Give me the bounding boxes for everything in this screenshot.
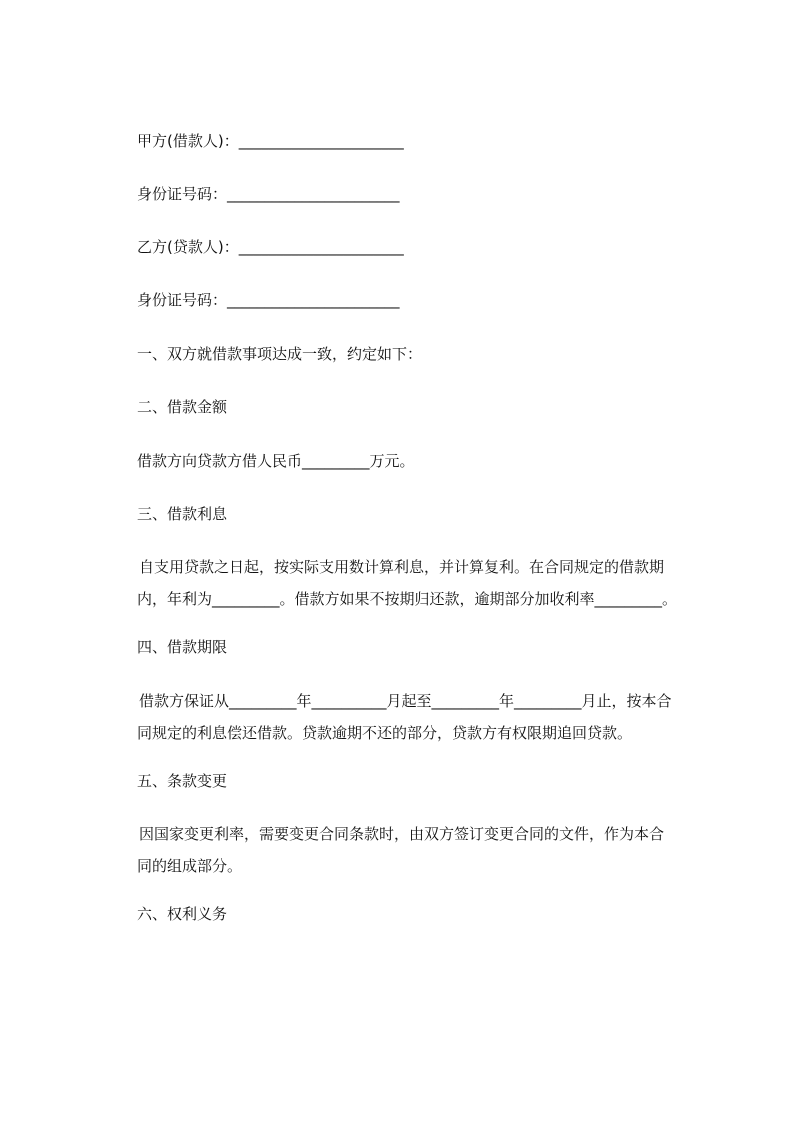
section-3-heading: 三、借款利息: [137, 505, 228, 523]
section-5-body: [137, 824, 702, 876]
id-number-a-line: 身份证号码：_______________________: [137, 185, 400, 203]
section-2-body: 借款方向贷款方借人民币_________万元。: [137, 452, 415, 470]
section-2-heading: 二、借款金额: [137, 398, 228, 416]
section-4-body-line-2: 同规定的利息偿还借款。贷款逾期不还的部分，贷款方有权限期追回贷款。: [137, 724, 633, 742]
id-number-b-line: 身份证号码：_______________________: [137, 291, 400, 309]
section-3-body-line-1: 自支用贷款之日起，按实际支用数计算利息，并计算复利。在合同规定的借款期: [139, 558, 665, 576]
section-4-body-line-1: 借款方保证从_________年__________月起至_________年_________月止，按本合: [139, 692, 672, 710]
section-3-body: [137, 557, 702, 609]
section-4-body: [137, 691, 702, 743]
party-b-line: 乙方(贷款人)：______________________: [137, 238, 404, 256]
section-5-body-line-2: 同的组成部分。: [137, 857, 243, 875]
section-6-heading: 六、权利义务: [137, 905, 228, 923]
section-5-body-line-1: 因国家变更利率，需要变更合同条款时，由双方签订变更合同的文件，作为本合: [139, 825, 665, 843]
party-a-line: 甲方(借款人)：______________________: [137, 132, 404, 150]
section-1-text: 一、双方就借款事项达成一致，约定如下：: [137, 345, 423, 363]
section-3-body-line-2: 内，年利为_________。借款方如果不按期归还款，逾期部分加收利率_________。: [137, 590, 678, 608]
section-5-heading: 五、条款变更: [137, 772, 228, 790]
section-4-heading: 四、借款期限: [137, 638, 228, 656]
